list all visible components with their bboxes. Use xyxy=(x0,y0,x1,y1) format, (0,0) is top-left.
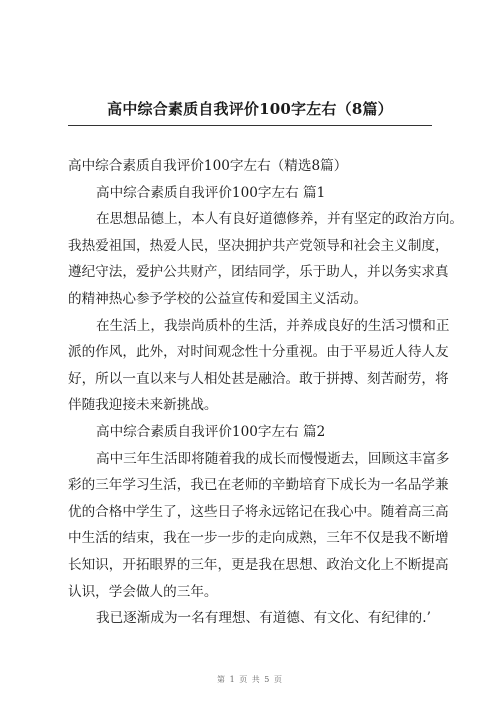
paragraph-line: 认识，学会做人的三年。 xyxy=(68,583,218,600)
paragraph-line: 在生活上，我崇尚质朴的生活，并养成良好的生活习惯和正 xyxy=(96,317,450,334)
document-body xyxy=(68,153,464,632)
paragraph-line: 长知识，开拓眼界的三年，更是我在思想、政治文化上不断提高 xyxy=(68,556,449,573)
paragraph-line: 的精神热心参予学校的公益宣传和爱国主义活动。 xyxy=(68,290,368,307)
paragraph-line: 中生活的结束，我在一步一步的走向成熟，三年不仅是我不断增 xyxy=(68,530,449,547)
paragraph-line: 高中三年生活即将随着我的成长而慢慢逝去，回顾这丰富多 xyxy=(96,450,450,467)
document-title: 高中综合素质自我评价100字左右（8篇） xyxy=(107,100,393,118)
paragraph-line: 派的作风，此外，对时间观念性十分重视。由于平易近人待人友 xyxy=(68,344,449,361)
paragraph-line: 我热爱祖国，热爱人民，坚决拥护共产党领导和社会主义制度， xyxy=(68,237,449,254)
title-divider xyxy=(68,125,432,126)
paragraph-line: 好，所以一直以来与人相处甚是融洽。敢于拼搏、刻苦耐劳，将 xyxy=(68,370,449,387)
paragraph-line: 彩的三年学习生活，我已在老师的辛勤培育下成长为一名品学兼 xyxy=(68,477,449,494)
subtitle-line: 高中综合素质自我评价100字左右（精选8篇） xyxy=(68,158,348,174)
paragraph-line: 我已逐渐成为一名有理想、有道德、有文化、有纪律的.’ xyxy=(96,610,431,627)
paragraph-line: 遵纪守法，爱护公共财产，团结同学，乐于助人，并以务实求真 xyxy=(68,264,449,281)
paragraph-line: 优的合格中学生了，这些日子将永远铭记在我心中。随着高三高 xyxy=(68,503,449,520)
section-heading-2: 高中综合素质自我评价100字左右 篇2 xyxy=(96,423,326,440)
page-footer: 第 1 页 共 5 页 xyxy=(217,675,283,684)
section-heading-1: 高中综合素质自我评价100字左右 篇1 xyxy=(96,184,326,201)
paragraph-line: 伴随我迎接未来新挑战。 xyxy=(68,397,218,414)
paragraph-line: 在思想品德上，本人有良好道德修养，并有坚定的政治方向。 xyxy=(96,211,464,228)
